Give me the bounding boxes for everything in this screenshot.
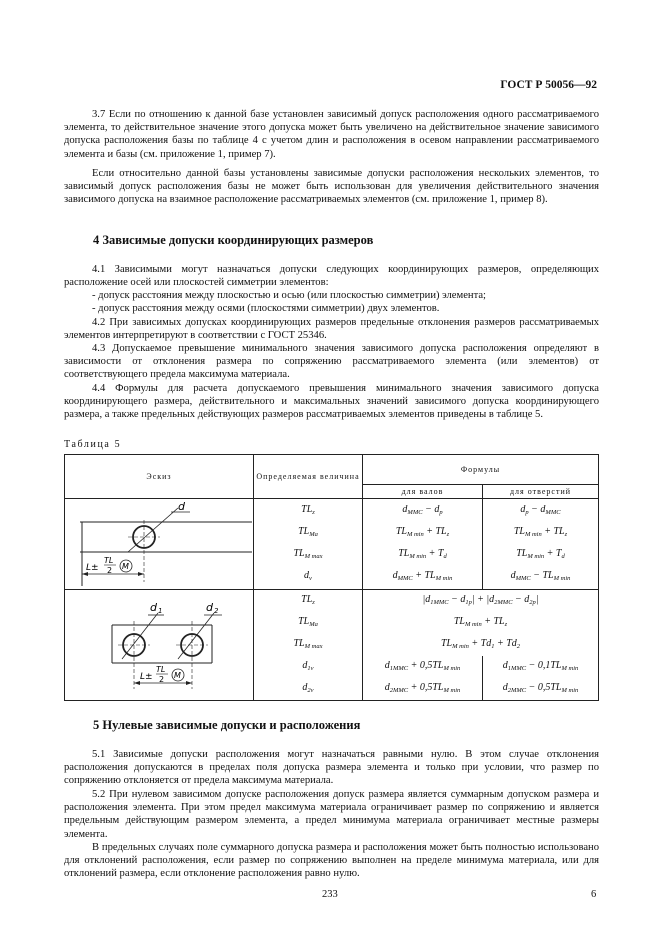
paragraph-4-4: 4.4 Формулы для расчета допускаемого превышения минимального значения зависимого допуска координирующего размера, действительного и максимальных значений зависимого допуска координирующего размера, а также предельных действующих размеров рассматриваемых элементов приведены в таблице 5.	[64, 383, 599, 421]
sketch1-label-TL: TL	[104, 555, 114, 565]
sketch-two-holes	[65, 590, 254, 701]
sketch2-label-2: 2	[159, 674, 165, 684]
sketch1-label-d: d	[178, 499, 185, 513]
sketch1-label-L: L±	[86, 562, 99, 573]
list-item-1: - допуск расстояния между плоскостью и осью (или плоскостью симметрии) элемента;	[92, 290, 486, 301]
paragraph-4-2: 4.2 При зависимых допусках координирующих размеров предельные отклонения размеров рассматриваемых элементов интерпретируют в соответствии с ГОСТ 25346.	[64, 317, 599, 342]
section-4-title: 4 Зависимые допуски координирующих размеров	[93, 233, 374, 247]
sketch2-label-TL: TL	[156, 664, 166, 674]
quantities-two-holes: $TL_z$ $TL_{Mа}$ $TL_{M max}$ $d_{1v}$ $d_{2v}$	[254, 590, 363, 701]
section-5-title: 5 Нулевые зависимые допуски и расположения	[93, 718, 361, 732]
col-header-formulas: Формулы	[363, 455, 599, 485]
page-number-right: 6	[591, 889, 597, 900]
sketch-one-hole	[65, 499, 254, 590]
sketch2-label-d1: d	[150, 600, 157, 614]
paragraph-5-2-cont: В предельных случаях поле суммарного допуска размера и расположения может быть полностью использовано для отклонений расположения, если размер по сопряжению выполнен на пределе минимума материала, или для отклонений размера, если отклонение расположения равно нулю.	[64, 842, 599, 880]
paragraph-3-7: 3.7 Если по отношению к данной базе установлен зависимый допуск расположения одного рассматриваемого элемента, то действительное значение этого допуска может быть увеличено на действительное значение зависимого допуска расположения базы по таблице 4 с учетом длин и расположения в осевом направлении рассматриваемого элемента и базы (см. приложение 1, пример 7).	[64, 109, 599, 160]
paragraph-3-7-cont: Если относительно данной базы установлены зависимые допуски расположения нескольких элементов, то зависимый допуск расположения базы не может быть использован для увеличения действительного значения зависимого допуска на взаимное расположение рассматриваемых элементов (см. приложение 1, пример 8).	[64, 168, 599, 206]
formulas-holes-one-hole: $d_p - d_{MMC}$ $TL_{M min} + TL_z$ $TL_{M min} + T_d$ $d_{MMC} - TL_{M min}$	[483, 499, 599, 590]
document-header: ГОСТ Р 50056—92	[500, 79, 597, 91]
col-header-quantity: Определяемая величина	[254, 455, 363, 499]
paragraph-4-3: 4.3 Допускаемое превышение минимального значения зависимого допуска расположения определяют в зависимости от отклонения размера по сопряжению рассматриваемого элемента (или элементов) от соответствующего предела максимума материала.	[64, 343, 599, 381]
sketch1-label-2: 2	[107, 565, 113, 575]
col-header-holes: для отверстий	[483, 485, 599, 499]
sketch2-sub-1: 1	[158, 606, 163, 615]
sketch2-sub-2: 2	[214, 606, 219, 615]
sketch1-label-M: M	[122, 561, 129, 571]
quantities-one-hole: $TL_z$ $TL_{Mа}$ $TL_{M max}$ $d_v$	[254, 499, 363, 590]
sketch2-label-M: M	[174, 670, 181, 680]
formulas-two-holes: $|d_{1MMC} - d_{1p}| + |d_{2MMC} - d_{2p}|$ $TL_{M min} + TL_z$ $TL_{M min} + Td_1 + Td_2$ $d_{1MMC} + 0,5TL_{M min}$ $d_{1MMC} - 0,1TL_{M min}$ $d_{2MMC} + 0,5TL_{M min}$ $d_{2MMC} - 0,5TL_{M min}$	[363, 590, 599, 701]
page-number-center: 233	[322, 889, 338, 900]
table-5	[64, 454, 599, 701]
paragraph-5-1: 5.1 Зависимые допуски расположения могут назначаться равными нулю. В этом случае отклонения расположения допускаются в пределах поля допуска размера элемента и только при условии, что размер по сопряжению отклоняется от предела максимума материала.	[64, 749, 599, 787]
table-caption: Таблица 5	[64, 439, 122, 450]
col-header-sketch: Эскиз	[65, 455, 254, 499]
col-header-shafts: для валов	[363, 485, 483, 499]
formulas-shafts-one-hole: $d_{MMC} - d_p$ $TL_{M min} + TL_z$ $TL_{M min} + T_d$ $d_{MMC} + TL_{M min}$	[363, 499, 483, 590]
sketch2-label-d2: d	[206, 600, 213, 614]
list-item-2: - допуск расстояния между осями (плоскостями симметрии) двух элементов.	[92, 303, 440, 314]
sketch2-label-L: L±	[140, 671, 153, 682]
paragraph-5-2: 5.2 При нулевом зависимом допуске расположения допуск размера является суммарным допуском размера и расположения элемента. При этом предел максимума материала ограничивает размер по сопряжению и является предельным действующим размером элемента, а предел минимума материала ограничивает местные размеры элемента.	[64, 789, 599, 840]
paragraph-4-1: 4.1 Зависимыми могут назначаться допуски следующих координирующих размеров, определяющих расположение осей или плоскостей симметрии элементов:	[64, 264, 599, 289]
